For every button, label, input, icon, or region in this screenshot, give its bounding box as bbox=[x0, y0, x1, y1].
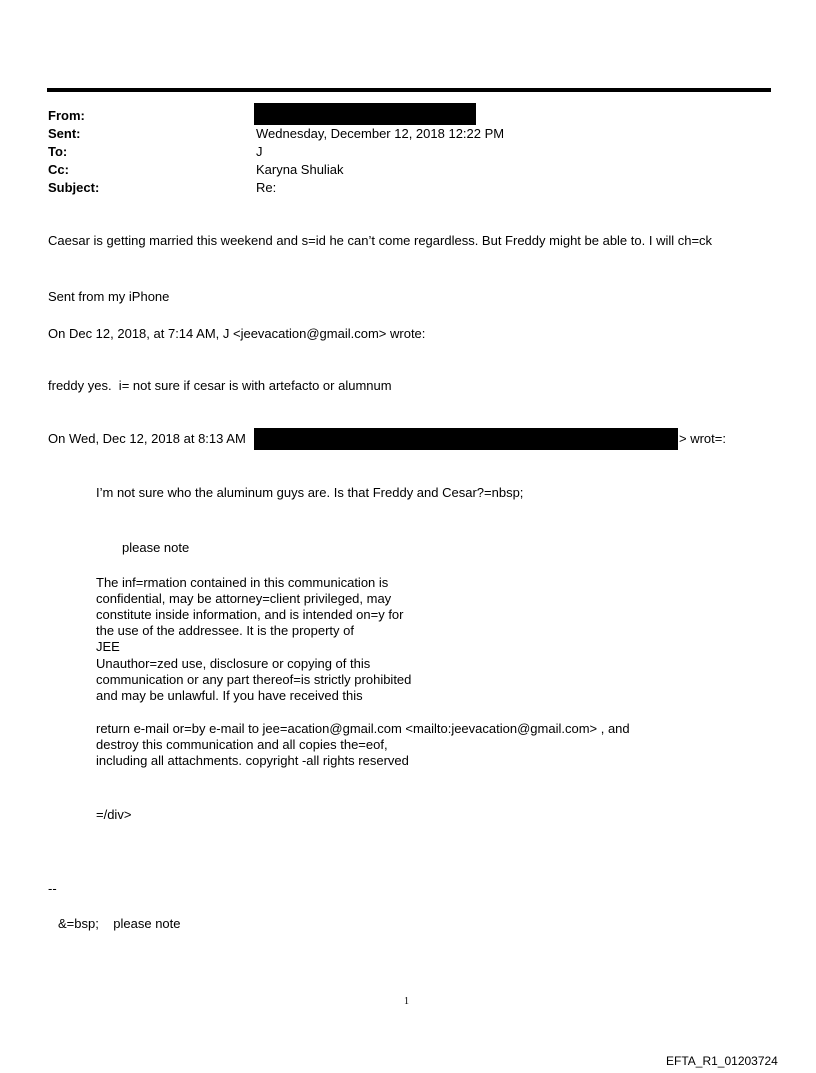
disclaimer-line: confidential, may be attorney=client privileged, may bbox=[96, 591, 392, 606]
disclaimer-line: and may be unlawful. If you have received this bbox=[96, 688, 363, 703]
subject-label: Subject: bbox=[48, 180, 100, 195]
sent-from-signature: Sent from my iPhone bbox=[48, 289, 170, 304]
signature-separator: -- bbox=[48, 881, 57, 896]
sent-value: Wednesday, December 12, 2018 12:22 PM bbox=[256, 126, 505, 141]
disclaimer-line: the use of the addressee. It is the property of bbox=[96, 623, 354, 638]
quote-1-body: freddy yes. i= not sure if cesar is with artefacto or alumnum bbox=[48, 378, 392, 393]
disclaimer-line: constitute inside information, and is intended on=y for bbox=[96, 607, 404, 622]
quote-2-header-prefix: On Wed, Dec 12, 2018 at 8:13 AM bbox=[48, 431, 246, 446]
document-id: EFTA_R1_01203724 bbox=[666, 1054, 778, 1068]
return-notice-line: including all attachments. copyright -all rights reserved bbox=[96, 753, 409, 768]
disclaimer-line: The inf=rmation contained in this communication is bbox=[96, 575, 389, 590]
quote-2-header-suffix: > wrot=: bbox=[679, 431, 726, 446]
sent-label: Sent: bbox=[48, 126, 81, 141]
quote-2-body: I’m not sure who the aluminum guys are. Is that Freddy and Cesar?=nbsp; bbox=[96, 485, 524, 500]
sender-redaction bbox=[254, 428, 678, 450]
cc-label: Cc: bbox=[48, 162, 69, 177]
quote-1-header: On Dec 12, 2018, at 7:14 AM, J <jeevacation@gmail.com> wrote: bbox=[48, 326, 426, 341]
disclaimer-line: communication or any part thereof=is strictly prohibited bbox=[96, 672, 412, 687]
to-label: To: bbox=[48, 144, 68, 159]
body-line-1: Caesar is getting married this weekend and s=id he can’t come regardless. But Freddy might be able to. I will ch=ck bbox=[48, 233, 713, 248]
page-number: 1 bbox=[404, 996, 409, 1007]
footer-note: &=bsp; please note bbox=[58, 916, 181, 931]
disclaimer-line: Unauthor=zed use, disclosure or copying of this bbox=[96, 656, 371, 671]
from-label: From: bbox=[48, 108, 85, 123]
header-rule bbox=[47, 88, 771, 92]
subject-value: Re: bbox=[256, 180, 277, 195]
to-value: J bbox=[256, 144, 263, 159]
return-notice-line: return e-mail or=by e-mail to jee=acation@gmail.com <mailto:jeevacation@gmail.com> , and bbox=[96, 721, 630, 736]
return-notice-line: destroy this communication and all copies the=eof, bbox=[96, 737, 388, 752]
div-close-artifact: =/div> bbox=[96, 807, 132, 822]
from-redaction bbox=[254, 103, 476, 125]
cc-value: Karyna Shuliak bbox=[256, 162, 344, 177]
disclaimer-line: JEE bbox=[96, 639, 120, 654]
please-note-heading: please note bbox=[122, 540, 190, 555]
